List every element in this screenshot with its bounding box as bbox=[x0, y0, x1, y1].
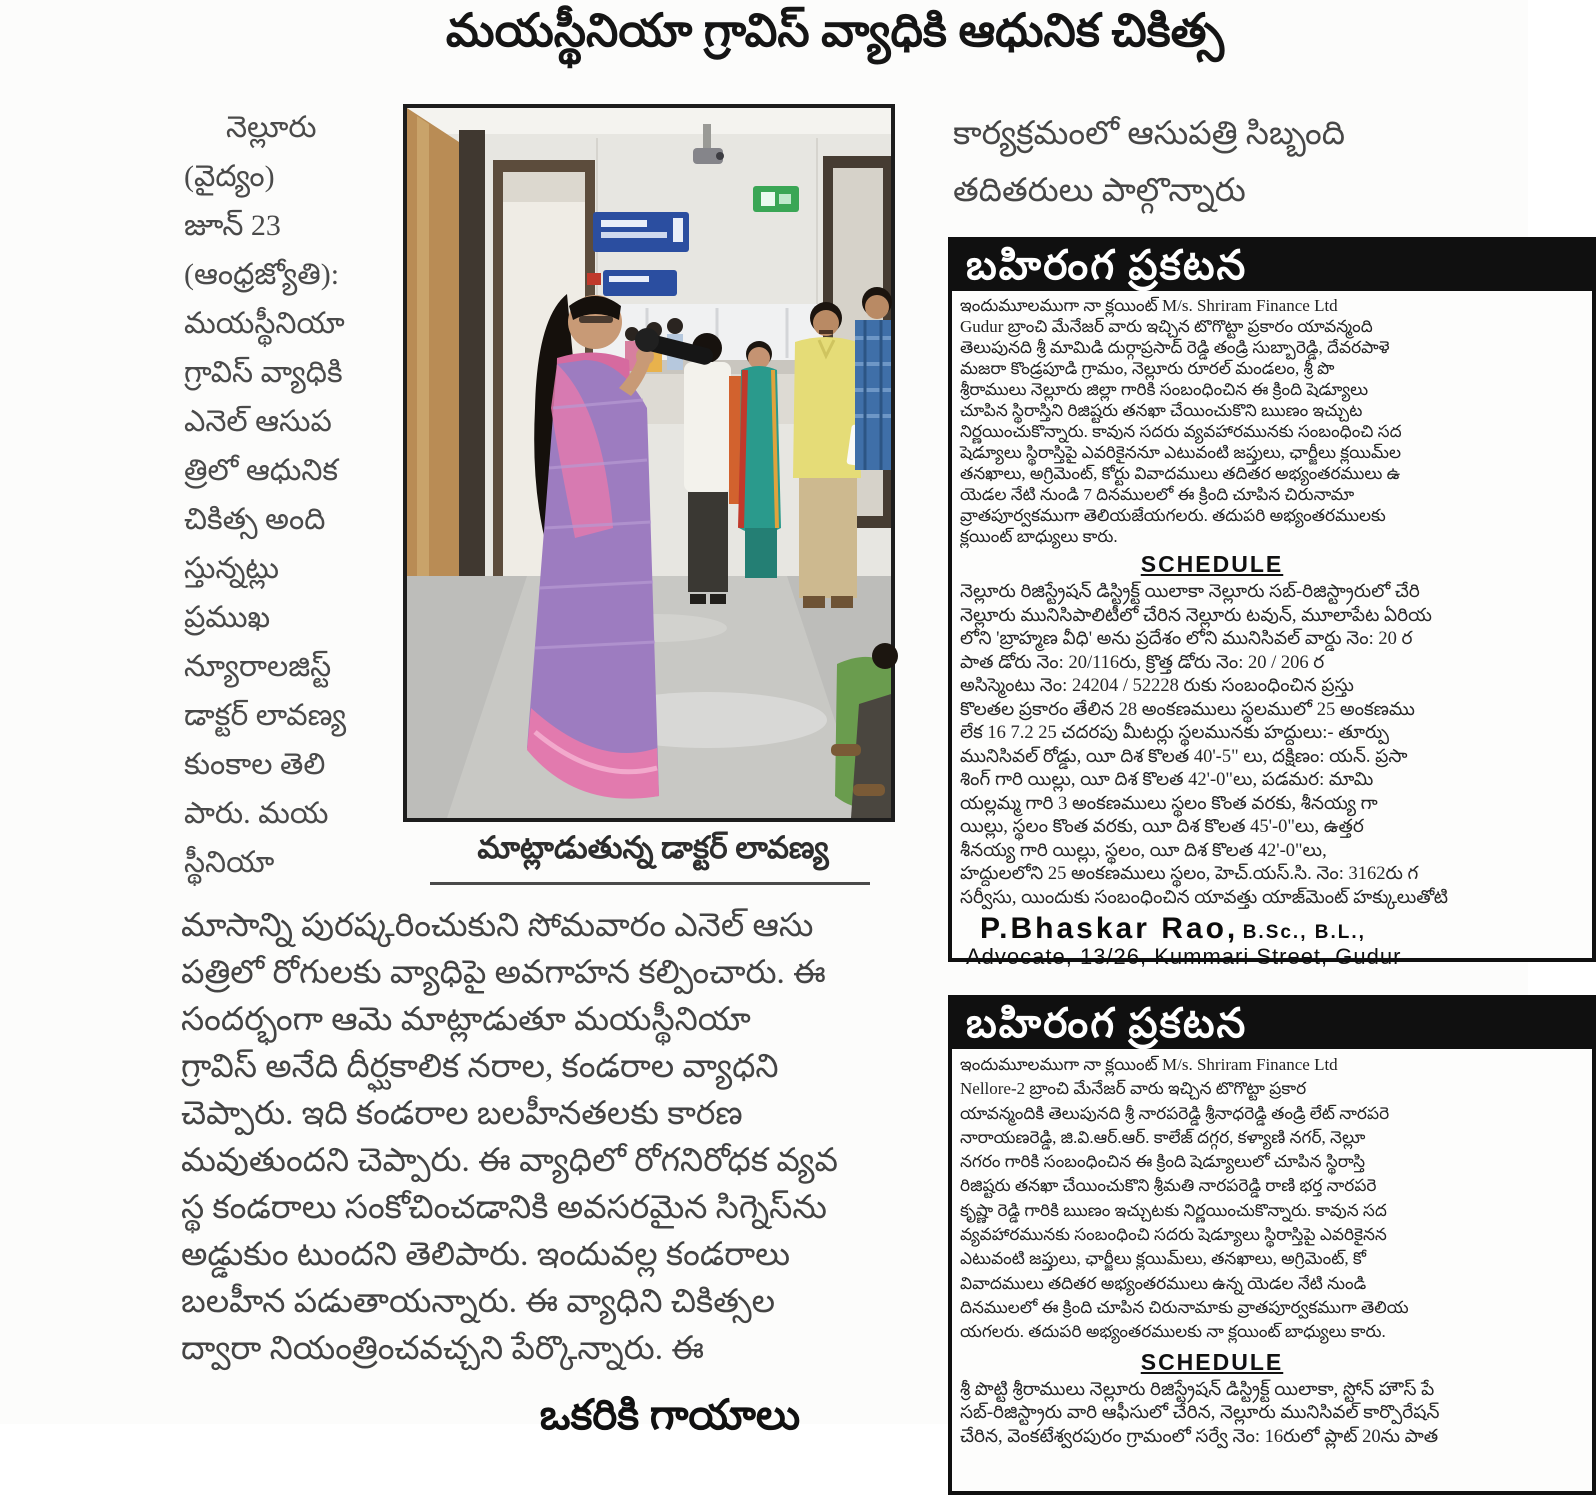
text-line: స్తున్నట్లు bbox=[184, 552, 279, 585]
article-photo bbox=[403, 104, 895, 822]
woman-teal-saree bbox=[739, 341, 781, 578]
text-line: జూన్ 23 bbox=[184, 209, 281, 242]
photo-illustration bbox=[407, 108, 891, 818]
text-line: ప్రముఖ bbox=[184, 601, 271, 634]
text-line: త్రిలో ఆధునిక bbox=[184, 454, 339, 487]
text-line: యెడల నేటి నుండి 7 దినములలో ఈ క్రింది చూపిన చిరునామా bbox=[960, 485, 1355, 504]
notice1-signatory-address: Advocate, 13/26, Kummari Street, Gudur bbox=[966, 944, 1402, 969]
text-line: ఎనెల్ ఆసుప bbox=[184, 405, 332, 438]
text-line: అసిస్మెంటు నెం: 24204 / 52228 రుకు సంబంధించిన ప్రస్తు bbox=[960, 676, 1354, 696]
caption-underline bbox=[430, 882, 870, 885]
text-line: శ్రీరాములు నెల్లూరు జిల్లా గారికి సంబంధించిన ఈ క్రింది షెడ్యూలు bbox=[960, 380, 1369, 399]
text-line: న్యూరాలజిస్ట్ bbox=[184, 650, 332, 683]
text-line: కుంకాల తెలి bbox=[184, 748, 326, 781]
right-column-intro bbox=[953, 106, 1528, 220]
notice2-banner: బహిరంగ ప్రకటన bbox=[952, 999, 1592, 1049]
text-line: సర్వీసు, యిందుకు సంబంధించిన యావత్తు యాజ్‌మెంట్ హక్కులుతోటి bbox=[960, 887, 1449, 908]
text-line: తెలుపునది శ్రీ మామిడి దుర్గాప్రసాద్ రెడ్డి తండ్రి సుబ్బారెడ్డి, దేవరపాళె bbox=[960, 338, 1390, 357]
text-line: చేరిన, వెంకటేశ్వరపురం గ్రామంలో సర్వే నెం: 16రులో ప్లాట్ 20ను పాత bbox=[960, 1426, 1439, 1447]
text-line: యావన్మందికి తెలుపునది శ్రీ నారపరెడ్డి శ్రీనాధరెడ్డి తండ్రి లేట్ నారపరె bbox=[960, 1103, 1390, 1123]
text-line: కొలతల ప్రకారం తేలిన 28 అంకణములు స్థలములో 25 అంకణము bbox=[960, 699, 1415, 720]
article-body-text bbox=[181, 903, 911, 1373]
text-line: వివాదములు తదితర అభ్యంతరములు ఉన్న యెడల నేటి నుండి bbox=[960, 1273, 1367, 1293]
text-line: నెల్లూరు మునిసిపాలిటీలో చేరిన నెల్లూరు టవున్, మూలాపేట ఏరియ bbox=[960, 605, 1432, 626]
public-notice-2 bbox=[948, 995, 1596, 1495]
text-line: క్లయింట్ బాధ్యులు కారు. bbox=[960, 527, 1118, 546]
text-line: నిర్ణయించుకొన్నారు. కావున సదరు వ్యవహారమునకు సంబంధించి సద bbox=[960, 422, 1402, 441]
text-line: స్థ కండరాలు సంకోచించడానికి అవసరమైన సిగ్నెస్‌ను bbox=[181, 1190, 827, 1226]
notice1-signatory bbox=[952, 914, 1592, 944]
signatory-name: P.Bhaskar Rao, bbox=[980, 912, 1239, 945]
text-line: స్థీనియా bbox=[184, 846, 275, 879]
text-line: (ఆంధ్రజ్యోతి): bbox=[184, 258, 340, 291]
text-line: తనఖాలు, అగ్రిమెంట్, కోర్టు వివాదములు తదితర అభ్యంతరములు ఉ bbox=[960, 464, 1401, 483]
text-line: యిల్లు, స్థలం కొంత వరకు, యీ దిశ కొలత 45'-0"లు, ఉత్తర bbox=[960, 817, 1364, 837]
text-line: పత్రిలో రోగులకు వ్యాధిపై అవగాహన కల్పించారు. ఈ bbox=[181, 955, 826, 991]
article-headline: మయస్థీనియా గ్రావిస్ వ్యాధికి ఆధునిక చికిత్స bbox=[445, 5, 1225, 56]
text-line: చెప్పారు. ఇది కండరాల బలహీనతలకు కారణ bbox=[181, 1096, 743, 1132]
text-line: లోని 'బ్రాహ్మణ వీధి' అను ప్రదేశం లోని మునిసివల్ వార్డు నెం: 20 ర bbox=[960, 629, 1413, 649]
glasses bbox=[579, 316, 613, 323]
text-line: వ్రాతపూర్వకముగా తెలియజేయగలరు. తదుపరి అభ్యంతరములకు bbox=[960, 506, 1386, 525]
text-line: గ్రావిస్ వ్యాధికి bbox=[184, 356, 343, 389]
text-line: కార్యక్రమంలో ఆసుపత్రి సిబ్బంది bbox=[953, 116, 1346, 152]
exit-sign bbox=[753, 186, 799, 212]
text-line: మజరా కొండ్రపూడి గ్రామం, నెల్లూరు రూరల్ మండలం, శ్రీ పొ bbox=[960, 359, 1335, 378]
text-line: సబ్-రిజిస్ట్రారు వారి ఆఫీసులో చేరిన, నెల్లూరు మునిసివల్ కార్పొరేషన్ bbox=[960, 1403, 1440, 1424]
text-line: శీనయ్య గారి యిల్లు, స్థలం, యీ దిశ కొలత 42'-0"లు, bbox=[960, 840, 1327, 861]
public-notice-1 bbox=[948, 237, 1596, 969]
signboard-blue-1 bbox=[593, 212, 689, 252]
text-line: (వైద్యం) bbox=[184, 160, 275, 193]
notice2-schedule-body bbox=[952, 1378, 1592, 1450]
text-line: అడ్డుకుం టుందని తెలిపారు. ఇందువల్ల కండరాలు bbox=[181, 1237, 790, 1273]
notice1-schedule-body bbox=[952, 580, 1592, 910]
text-line: చూపిన స్థిరాస్తిని రిజిష్టరు తనఖా చేయించుకొని ఋణం ఇచ్చుట bbox=[960, 401, 1363, 420]
left-column-text bbox=[184, 103, 398, 887]
notice2-schedule-heading: SCHEDULE bbox=[1140, 1348, 1284, 1375]
photo-caption: మాట్లాడుతున్న డాక్టర్ లావణ్య bbox=[477, 830, 829, 865]
text-line: ఇందుమూలముగా నా క్లయింట్ M/s. Shriram Finance Ltd bbox=[960, 1055, 1338, 1074]
text-line: మునిసివల్ రోడ్డు, యీ దిశ కొలత 40'-5" లు, దక్షిణం: యన్. ప్రసా bbox=[960, 746, 1408, 767]
text-line: Gudur బ్రాంచి మేనేజర్ వారు ఇచ్చిన టొగొట్టా ప్రకారం యావన్మంది bbox=[960, 317, 1373, 336]
text-line: దినములలో ఈ క్రింది చూపిన చిరునామాకు వ్రాతపూర్వకముగా తెలియ bbox=[960, 1297, 1409, 1317]
text-line: రిజిష్టరు తనఖా చేయించుకొని శ్రీమతి నారపరెడ్డి రాణి భర్త నారపరె bbox=[960, 1176, 1377, 1196]
text-line: లేక 16 7.2 25 చదరపు మీటర్లు స్థలమునకు హద్దులు:- తూర్పు bbox=[960, 723, 1390, 743]
text-line: శింగ్ గారి యిల్లు, యీ దిశ కొలత 42'-0"లు, పడమర: మామి bbox=[960, 770, 1374, 790]
text-line: డాక్టర్ లావణ్య bbox=[184, 699, 347, 732]
text-line: మాసాన్ని పురష్కరించుకుని సోమవారం ఎనెల్ ఆసు bbox=[181, 908, 814, 944]
seated-people bbox=[831, 643, 898, 818]
text-line: గ్రావిస్ అనేది దీర్ఘకాలిక నరాల, కండరాల వ్యాధని bbox=[181, 1049, 779, 1085]
text-line: వ్యవహారమునకు సంబంధించి సదరు షెడ్యూలు స్థిరాస్తిపై ఎవరికైనన bbox=[960, 1225, 1387, 1245]
notice1-body bbox=[952, 291, 1592, 547]
man-white-shirt bbox=[684, 333, 731, 604]
next-article-headline-clipped: ఒకరికి గాయాలు bbox=[539, 1393, 801, 1439]
text-line: మయస్థీనియా bbox=[184, 307, 345, 340]
text-line: యగలరు. తదుపరి అభ్యంతరములకు నా క్లయింట్ బాధ్యులు కారు. bbox=[960, 1322, 1386, 1342]
text-line: సందర్భంగా ఆమె మాట్లాడుతూ మయస్థీనియా bbox=[181, 1002, 751, 1038]
text-line: కృష్ణా రెడ్డి గారికి ఋణం ఇచ్చుటకు నిర్ణయించుకొన్నారు. కావున సద bbox=[960, 1200, 1387, 1220]
text-line: నారాయణరెడ్డి, జి.వి.ఆర్.ఆర్. కాలేజ్ దగ్గర, కళ్యాణి నగర్, నెల్లూ bbox=[960, 1127, 1366, 1147]
text-line: పాత డోరు నెం: 20/116రు, క్రొత్త డోరు నెం: 20 / 206 ర bbox=[960, 652, 1325, 673]
text-line: నెల్లూరు bbox=[226, 111, 317, 144]
text-line: ఎటువంటి జప్తులు, ఛార్జీలు క్లయిమ్‌లు, తనఖాలు, అగ్రిమెంట్, కో bbox=[960, 1249, 1366, 1269]
text-line: యల్లమ్మ గారి 3 అంకణములు స్థలం కొంత వరకు, శీనయ్య గా bbox=[960, 793, 1378, 814]
text-line: బలహీన పడుతాయన్నారు. ఈ వ్యాధిని చికిత్సల bbox=[181, 1284, 776, 1320]
text-line: మవుతుందని చెప్పారు. ఈ వ్యాధిలో రోగనిరోధక వ్యవ bbox=[181, 1143, 838, 1179]
notice2-body bbox=[952, 1049, 1592, 1345]
text-line: హద్దులలోని 25 అంకణములు స్థలం, హెచ్.యస్.సి. నెం: 3162రు గ bbox=[960, 864, 1419, 884]
notice1-banner: బహిరంగ ప్రకటన bbox=[952, 241, 1592, 291]
text-line: నగరం గారికి సంబంధించిన ఈ క్రింది షెడ్యూలులో చూపిన స్థిరాస్తి bbox=[960, 1152, 1366, 1172]
notice1-schedule-heading: SCHEDULE bbox=[1140, 551, 1284, 577]
text-line: శ్రీ పొట్టి శ్రీరాములు నెల్లూరు రిజిస్ట్రేషన్ డిస్ట్రిక్ట్ యిలాకా, స్టోన్ హౌస్ పే bbox=[960, 1379, 1435, 1400]
text-line: తదితరులు పాల్గొన్నారు bbox=[953, 173, 1246, 209]
signatory-degrees: B.Sc., B.L., bbox=[1242, 922, 1366, 943]
text-line: ద్వారా నియంత్రించవచ్చని పేర్కొన్నారు. ఈ bbox=[181, 1331, 705, 1367]
text-line: షెడ్యూలు స్థిరాస్తిపై ఎవరికైననూ ఎటువంటి జప్తులు, ఛార్జీలు క్లయిమ్‌ల bbox=[960, 443, 1402, 462]
text-line: పారు. మయ bbox=[184, 797, 329, 830]
text-line: నెల్లూరు రిజిస్ట్రేషన్ డిస్ట్రిక్ట్ యిలాకా నెల్లూరు సబ్-రిజిస్ట్రారులో చేరి bbox=[960, 582, 1420, 602]
text-line: ఇందుమూలముగా నా క్లయింట్ M/s. Shriram Finance Ltd bbox=[960, 296, 1338, 315]
text-line: Nellore-2 బ్రాంచి మేనేజర్ వారు ఇచ్చిన టొగొట్టా ప్రకార bbox=[960, 1079, 1307, 1099]
text-line: చికిత్స అంది bbox=[184, 503, 326, 536]
